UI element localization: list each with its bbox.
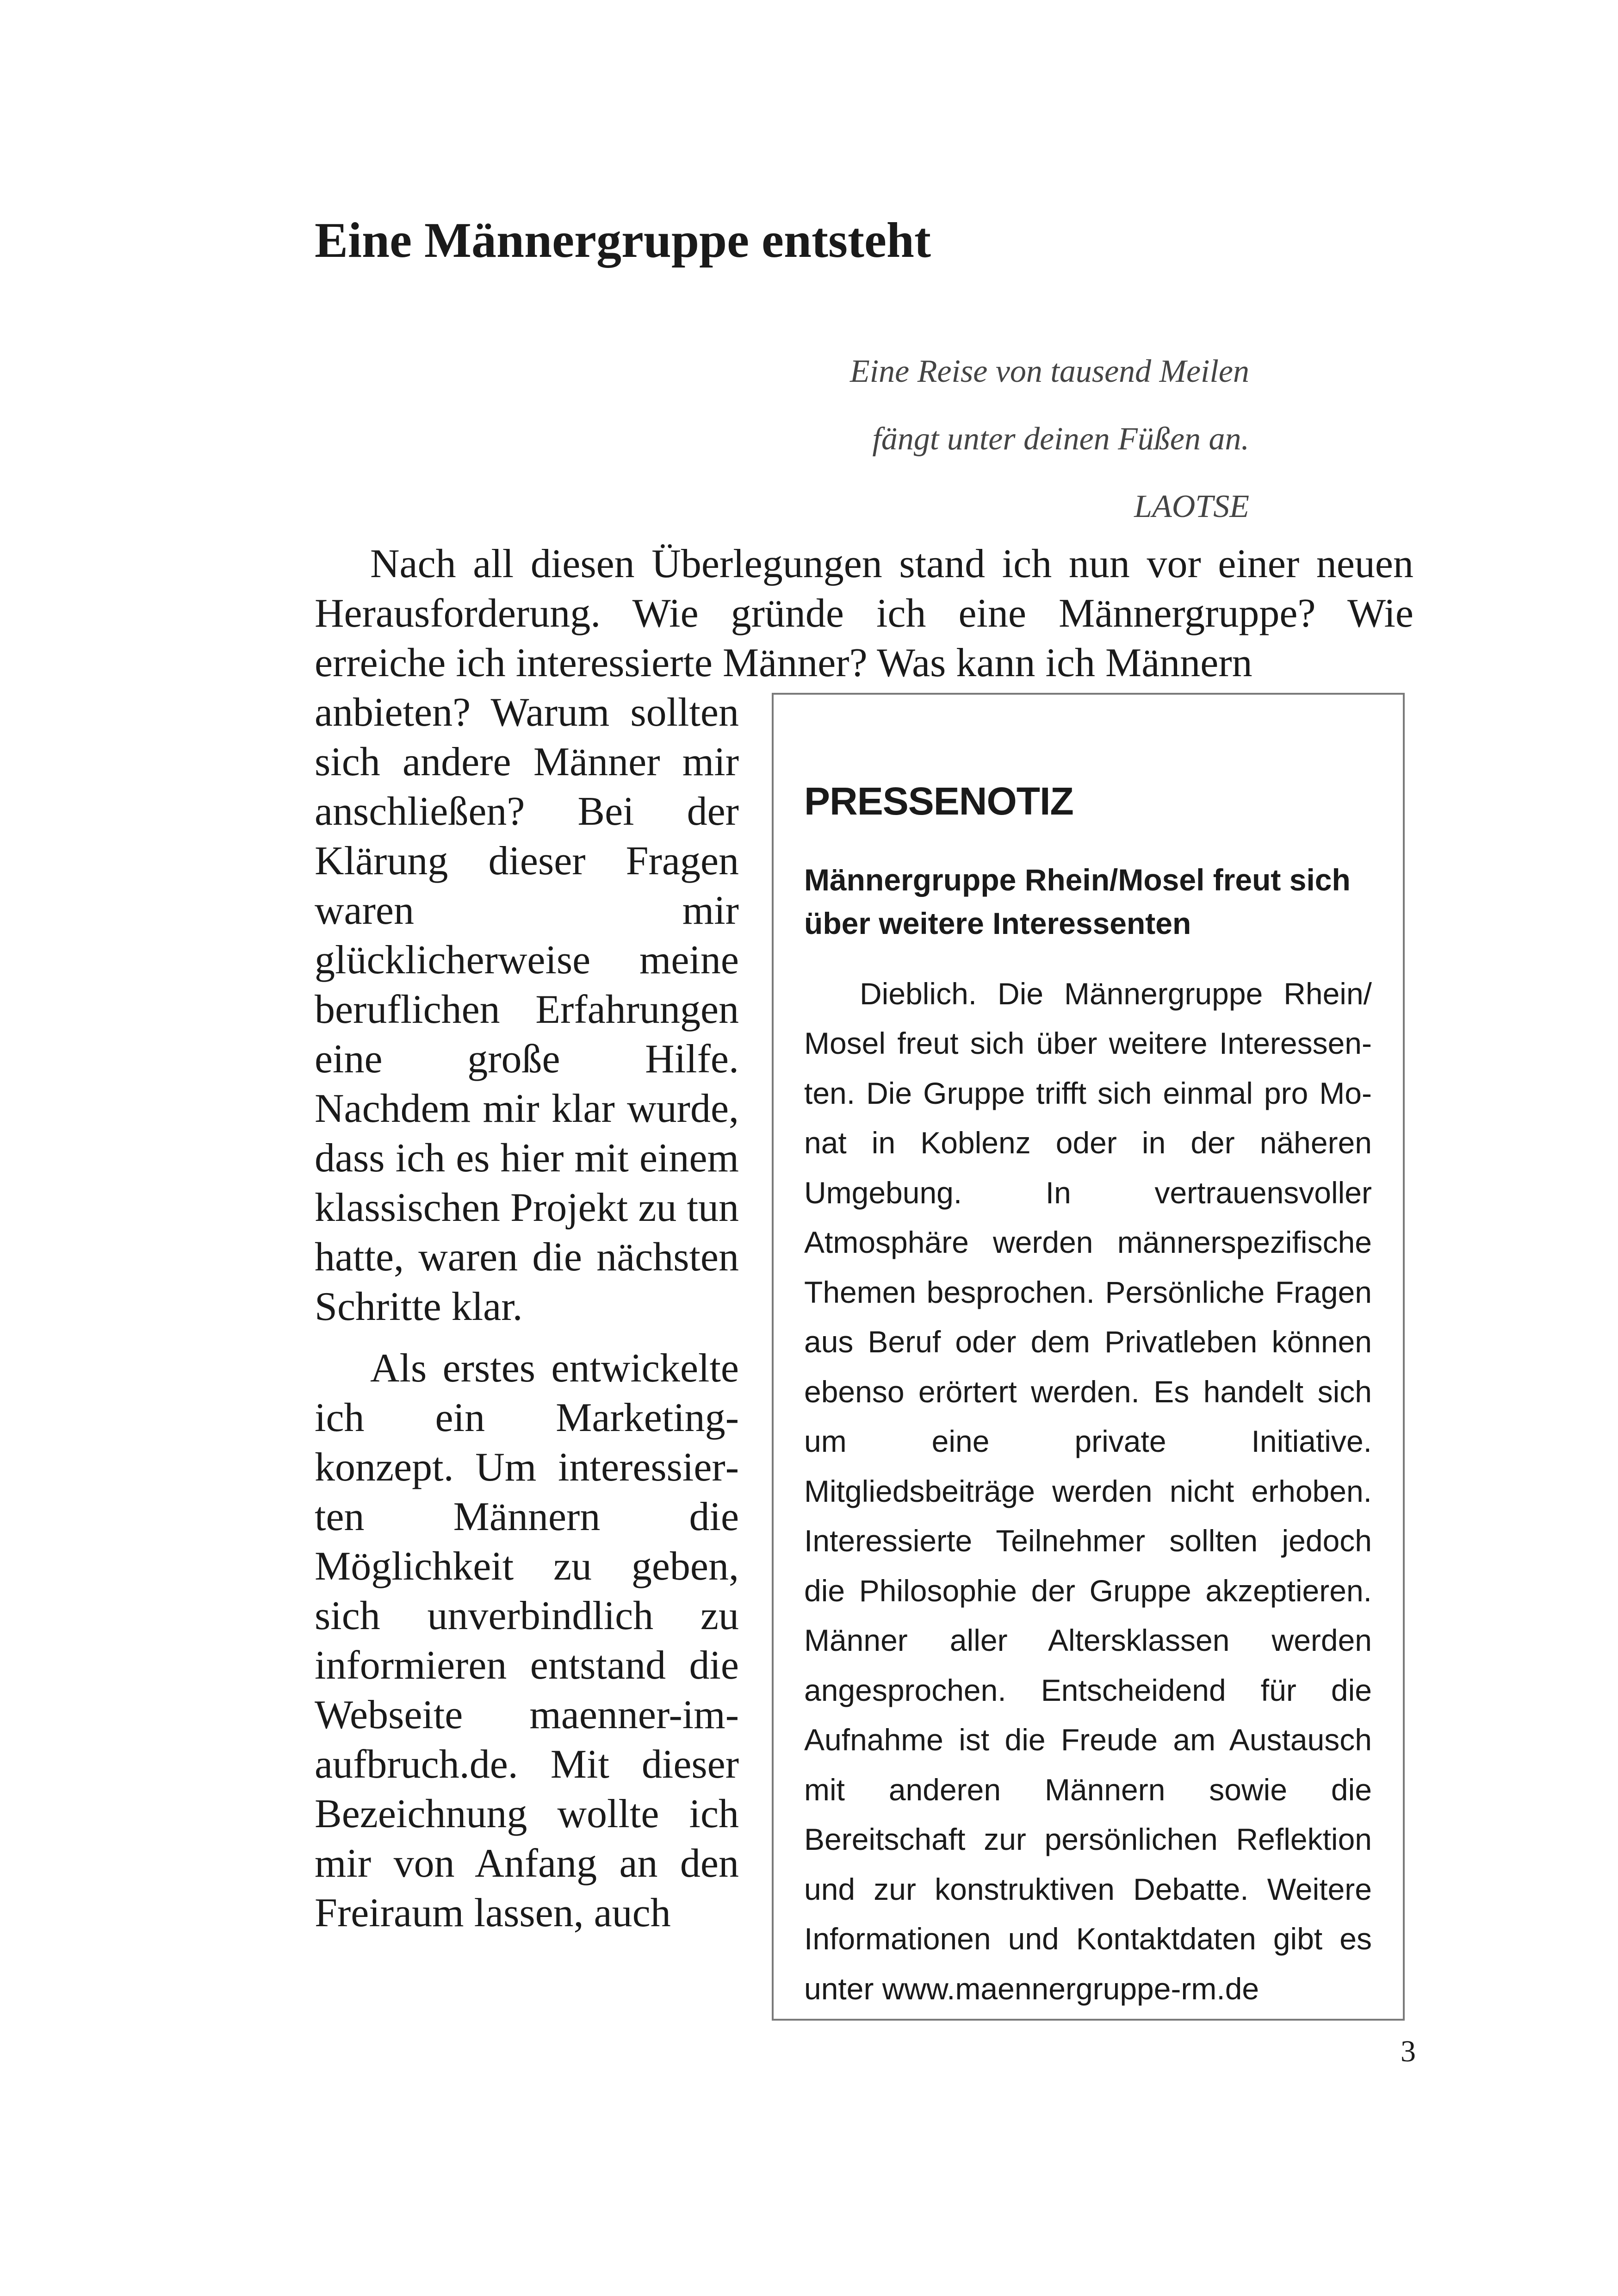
epigraph — [694, 338, 1249, 541]
press-note-content — [804, 778, 1372, 2014]
chapter-title: Eine Männergruppe entsteht — [315, 213, 931, 268]
press-note-subheading: Männergruppe Rhein/Mosel freut sich über weitere Interessenten — [804, 862, 1351, 940]
page-number: 3 — [1401, 2035, 1416, 2068]
epigraph-line-1: Eine Reise von tausend Meilen — [849, 354, 1249, 389]
paragraph-intro: Nach all diesen Überlegungen stand ich nun vor einer neuen Herausforderung. Wie gründe ich eine Männergruppe? Wie erreiche ich interessierte Männer? Was kann ich Männern — [315, 541, 1413, 685]
paragraph-intro-continued: anbieten? Warum sollten sich andere Männer mir anschließen? Bei der Klärung dieser Fragen waren mir glücklicherweise meine beruflichen Erfahrungen eine große Hilfe. Nachdem mir klar wurde, dass ich es hier mit einem klassischen Projekt zu tun hatte, waren die nächsten Schritte klar. — [315, 690, 739, 1329]
epigraph-author: LAOTSE — [1134, 489, 1249, 524]
press-note-text: Dieblich. Die Männergruppe Rhein/ Mosel freut sich über weitere Interessenten. Die Gruppe trifft sich einmal pro Monat in Koblenz oder in der näheren Umgebung. In vertrauensvoller Atmosphäre werden männerspezifische Themen besprochen. Persönliche Fragen aus Beruf oder dem Privatleben können ebenso erörtert werden. Es handelt sich um eine private Initiative. Mitgliedsbeiträge werden nicht erhoben. Interessierte Teilnehmer sollten jedoch die Philosophie der Gruppe akzeptieren. Männer aller Altersklassen werden angesprochen. Entscheidend für die Aufnahme ist die Freude am Austausch mit anderen Männern sowie die Bereitschaft zur persönlichen Reflektion und zur konstruktiven Debatte. Weitere Informationen und Kontaktdaten gibt es unter www.maennergruppe-rm.de — [804, 976, 1372, 2006]
epigraph-line-2: fängt unter deinen Füßen an. — [872, 421, 1249, 457]
left-column — [315, 688, 739, 1938]
paragraph-marketing: Als erstes entwickelte ich ein Marketingkonzept. Um interessierten Männern die Möglichkeit zu geben, sich unverbindlich zu informieren entstand die Webseite maenner-im-aufbruch.de. Mit dieser Bezeichnung wollte ich mir von Anfang an den Freiraum lassen, auch — [315, 1346, 739, 1935]
press-note-heading: PRESSENOTIZ — [804, 779, 1073, 823]
press-note-box — [772, 693, 1405, 2021]
